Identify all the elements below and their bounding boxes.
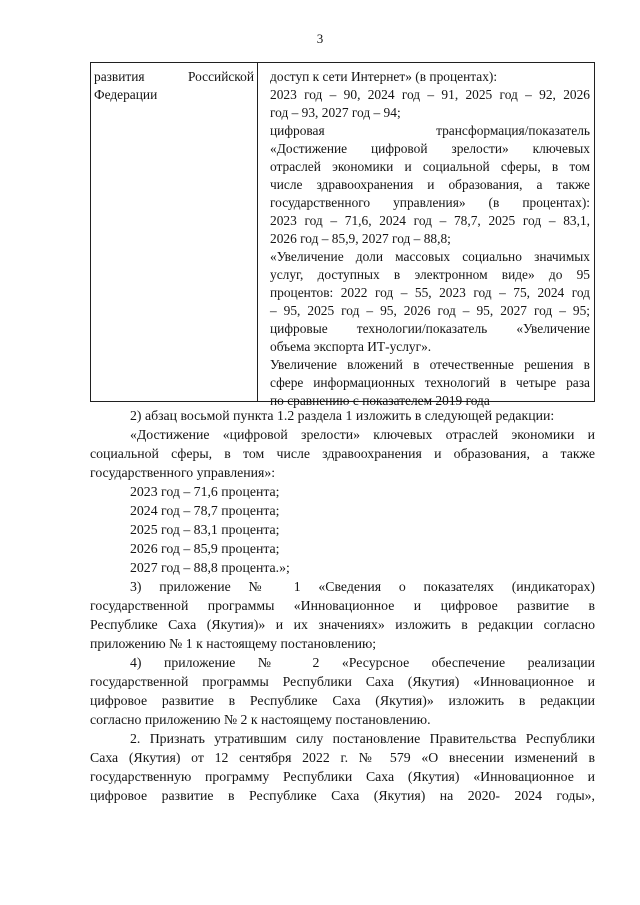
table-right-line: 2023 год – 71,6, 2024 год – 78,7, 2025 год – 83,1, xyxy=(270,213,590,228)
table-right-line: Увеличение вложений в отечественные решения в xyxy=(270,357,590,372)
body-line: 2024 год – 78,7 процента; xyxy=(130,503,280,518)
table-right-line: 2026 год – 85,9, 2027 год – 88,8; xyxy=(270,231,451,246)
table-column-divider xyxy=(257,63,258,401)
table-right-line: – 95, 2025 год – 95, 2026 год – 95, 2027 год – 95; xyxy=(270,303,590,318)
body-line: Республике Саха (Якутия)» и их значениях» изложить в редакции согласно xyxy=(90,617,595,632)
body-line: государственную программу Республики Саха (Якутия) «Инновационное и xyxy=(90,769,595,784)
body-line: 2) абзац восьмой пункта 1.2 раздела 1 изложить в следующей редакции: xyxy=(130,408,555,423)
table-right-line: по сравнению с показателем 2019 года xyxy=(270,393,490,408)
table-right-line: «Достижение цифровой зрелости» ключевых xyxy=(270,141,590,156)
body-line: 4) приложение № 2 «Ресурсное обеспечение реализации xyxy=(130,655,595,670)
table-left-line: развития Российской xyxy=(94,69,254,84)
table-right-line: доступ к сети Интернет» (в процентах): xyxy=(270,69,498,84)
body-line: согласно приложению № 2 к настоящему постановлению. xyxy=(90,712,431,727)
table-right-line: объема экспорта ИТ-услуг». xyxy=(270,339,432,354)
body-line: государственной программы «Инновационное и цифровое развитие в xyxy=(90,598,595,613)
body-line: социальной сферы, в том числе здравоохранения и образования, а также xyxy=(90,446,595,461)
body-line: государственной программы Республики Саха (Якутия) «Инновационное и xyxy=(90,674,595,689)
amendment-table xyxy=(90,62,595,408)
table-right-line: числе здравоохранения и образования, а также xyxy=(270,177,590,192)
table-right-line: год – 93, 2027 год – 94; xyxy=(270,105,401,120)
table-right-line: государственного управления» (в процентах): xyxy=(270,195,590,210)
table-right-line: процентов: 2022 год – 55, 2023 год – 75, 2024 год xyxy=(270,285,590,300)
body-line: 2023 год – 71,6 процента; xyxy=(130,484,280,499)
body-line: 2025 год – 83,1 процента; xyxy=(130,522,280,537)
table-right-line: цифровые технологии/показатель «Увеличение xyxy=(270,321,590,336)
table-cell-left xyxy=(94,68,254,104)
body-line: цифровое развитие в Республике Саха (Якутия)» изложить в редакции xyxy=(90,693,595,708)
body-line: приложению № 1 к настоящему постановлению; xyxy=(90,636,377,651)
body-line: 3) приложение № 1 «Сведения о показателях (индикаторах) xyxy=(130,579,595,594)
body-line: государственного управления»: xyxy=(90,465,276,480)
body-line: 2. Признать утратившим силу постановление Правительства Республики xyxy=(130,731,595,746)
page-number: 3 xyxy=(316,31,324,46)
table-left-line: Федерации xyxy=(94,87,158,102)
table-right-line: сфере информационных технологий в четыре раза xyxy=(270,375,590,390)
body-line: Саха (Якутия) от 12 сентября 2022 г. № 579 «О внесении изменений в xyxy=(90,750,595,765)
table-right-line: отраслей экономики и социальной сферы, в том xyxy=(270,159,590,174)
table-right-line: услуг, доступных в электронном виде» до 95 xyxy=(270,267,590,282)
body-line: «Достижение «цифровой зрелости» ключевых отраслей экономики и xyxy=(130,427,595,442)
table-right-line: 2023 год – 90, 2024 год – 91, 2025 год – 92, 2026 xyxy=(270,87,590,102)
body-line: 2026 год – 85,9 процента; xyxy=(130,541,280,556)
body-line: 2027 год – 88,8 процента.»; xyxy=(130,560,290,575)
body-line: цифровое развитие в Республике Саха (Якутия) на 2020- 2024 годы», xyxy=(90,788,595,803)
table-right-line: «Увеличение доли массовых социально значимых xyxy=(270,249,590,264)
document-body xyxy=(90,406,595,805)
table-right-line: цифровая трансформация/показатель xyxy=(270,123,590,138)
table-cell-right xyxy=(270,68,590,410)
